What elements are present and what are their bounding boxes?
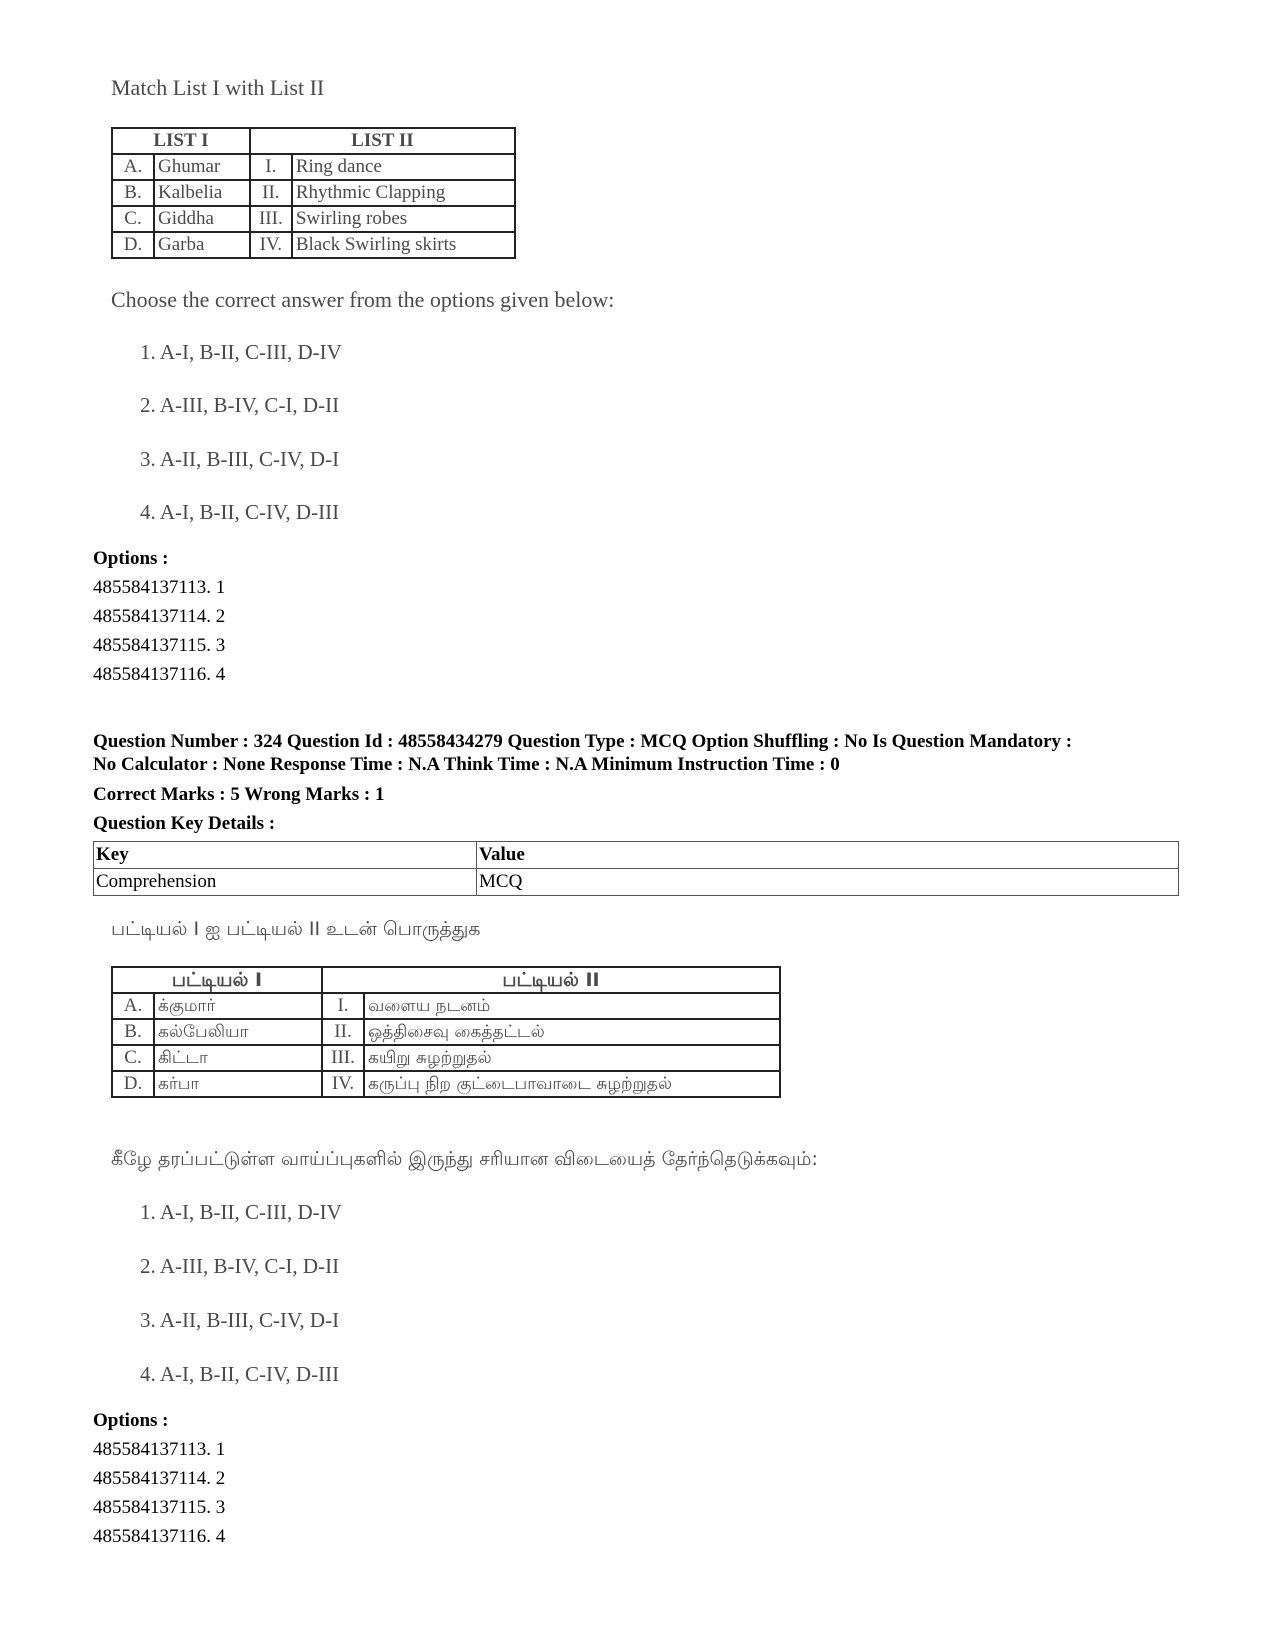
row-item: கல்பேலியா xyxy=(154,1019,322,1045)
row-desc: Ring dance xyxy=(292,154,515,180)
q2-list1-header: பட்டியல் I xyxy=(112,967,322,993)
row-item: கிட்டா xyxy=(154,1045,322,1071)
q2-key-details-label: Question Key Details : xyxy=(93,813,276,834)
q1-option-1: 485584137113. 1 xyxy=(93,577,226,598)
q2-option-1: 485584137113. 1 xyxy=(93,1439,226,1460)
row-item: Garba xyxy=(154,232,250,258)
q1-option-2: 485584137114. 2 xyxy=(93,606,226,627)
q2-option-4: 485584137116. 4 xyxy=(93,1526,226,1547)
row-item: க்குமார் xyxy=(154,993,322,1019)
table-row xyxy=(94,842,1179,869)
q2-options-label: Options : xyxy=(93,1410,169,1431)
q1-options-label: Options : xyxy=(93,548,169,569)
row-desc: வளைய நடனம் xyxy=(364,993,780,1019)
table-row xyxy=(94,869,1179,896)
q1-instruction: Choose the correct answer from the options given below: xyxy=(111,287,615,312)
q1-list1-header: LIST I xyxy=(112,128,250,154)
table-row xyxy=(112,154,515,180)
value-cell: MCQ xyxy=(477,869,1179,896)
q2-list2-header: பட்டியல் II xyxy=(322,967,780,993)
q2-marks: Correct Marks : 5 Wrong Marks : 1 xyxy=(93,784,385,805)
row-letter: D. xyxy=(112,1071,154,1097)
q2-instruction: கீழே தரப்பட்டுள்ள வாய்ப்புகளில் இருந்து சரியான விடையைத் தேர்ந்தெடுக்கவும்: xyxy=(111,1148,818,1170)
q2-choice-4: 4. A-I, B-II, C-IV, D-III xyxy=(140,1362,340,1386)
table-row xyxy=(112,180,515,206)
q1-option-3: 485584137115. 3 xyxy=(93,635,226,656)
table-row xyxy=(112,1071,780,1097)
q2-meta-line-1: Question Number : 324 Question Id : 48558434279 Question Type : MCQ Option Shuffling : No Is Question Mandatory : xyxy=(93,731,1073,752)
table-row xyxy=(112,1019,780,1045)
q1-choice-2: 2. A-III, B-IV, C-I, D-II xyxy=(140,393,340,417)
key-cell: Comprehension xyxy=(94,869,477,896)
table-row xyxy=(112,993,780,1019)
row-item: Ghumar xyxy=(154,154,250,180)
row-letter: A. xyxy=(112,993,154,1019)
row-desc: Black Swirling skirts xyxy=(292,232,515,258)
row-roman: IV. xyxy=(250,232,292,258)
q2-choice-3: 3. A-II, B-III, C-IV, D-I xyxy=(140,1308,340,1332)
q1-choice-3: 3. A-II, B-III, C-IV, D-I xyxy=(140,447,340,471)
q2-meta-line-2: No Calculator : None Response Time : N.A Think Time : N.A Minimum Instruction Time : 0 xyxy=(93,754,840,775)
row-letter: C. xyxy=(112,1045,154,1071)
row-item: Kalbelia xyxy=(154,180,250,206)
q1-choice-4: 4. A-I, B-II, C-IV, D-III xyxy=(140,500,340,524)
row-item: கர்பா xyxy=(154,1071,322,1097)
table-row xyxy=(112,232,515,258)
row-letter: D. xyxy=(112,232,154,258)
row-letter: A. xyxy=(112,154,154,180)
q2-option-3: 485584137115. 3 xyxy=(93,1497,226,1518)
row-roman: I. xyxy=(250,154,292,180)
q2-choice-2: 2. A-III, B-IV, C-I, D-II xyxy=(140,1254,340,1278)
table-row xyxy=(112,1045,780,1071)
row-desc: Rhythmic Clapping xyxy=(292,180,515,206)
q1-choice-1: 1. A-I, B-II, C-III, D-IV xyxy=(140,340,342,364)
row-desc: கயிறு சுழற்றுதல் xyxy=(364,1045,780,1071)
key-header: Key xyxy=(94,842,477,869)
q1-heading: Match List I with List II xyxy=(111,75,325,100)
row-desc: Swirling robes xyxy=(292,206,515,232)
row-roman: II. xyxy=(250,180,292,206)
row-roman: III. xyxy=(322,1045,364,1071)
row-letter: C. xyxy=(112,206,154,232)
q2-choice-1: 1. A-I, B-II, C-III, D-IV xyxy=(140,1200,342,1224)
table-row xyxy=(112,206,515,232)
row-desc: ஒத்திசைவு கைத்தட்டல் xyxy=(364,1019,780,1045)
q2-option-2: 485584137114. 2 xyxy=(93,1468,226,1489)
q1-list2-header: LIST II xyxy=(250,128,515,154)
q2-match-table xyxy=(111,966,781,1098)
q2-key-table xyxy=(93,841,1179,896)
q2-heading: பட்டியல் I ஐ பட்டியல் II உடன் பொருத்துக xyxy=(111,918,481,940)
row-item: Giddha xyxy=(154,206,250,232)
row-roman: III. xyxy=(250,206,292,232)
q1-option-4: 485584137116. 4 xyxy=(93,664,226,685)
row-roman: IV. xyxy=(322,1071,364,1097)
row-roman: II. xyxy=(322,1019,364,1045)
row-desc: கருப்பு நிற குட்டைபாவாடை சுழற்றுதல் xyxy=(364,1071,780,1097)
value-header: Value xyxy=(477,842,1179,869)
row-letter: B. xyxy=(112,1019,154,1045)
row-letter: B. xyxy=(112,180,154,206)
q1-match-table xyxy=(111,127,516,259)
row-roman: I. xyxy=(322,993,364,1019)
